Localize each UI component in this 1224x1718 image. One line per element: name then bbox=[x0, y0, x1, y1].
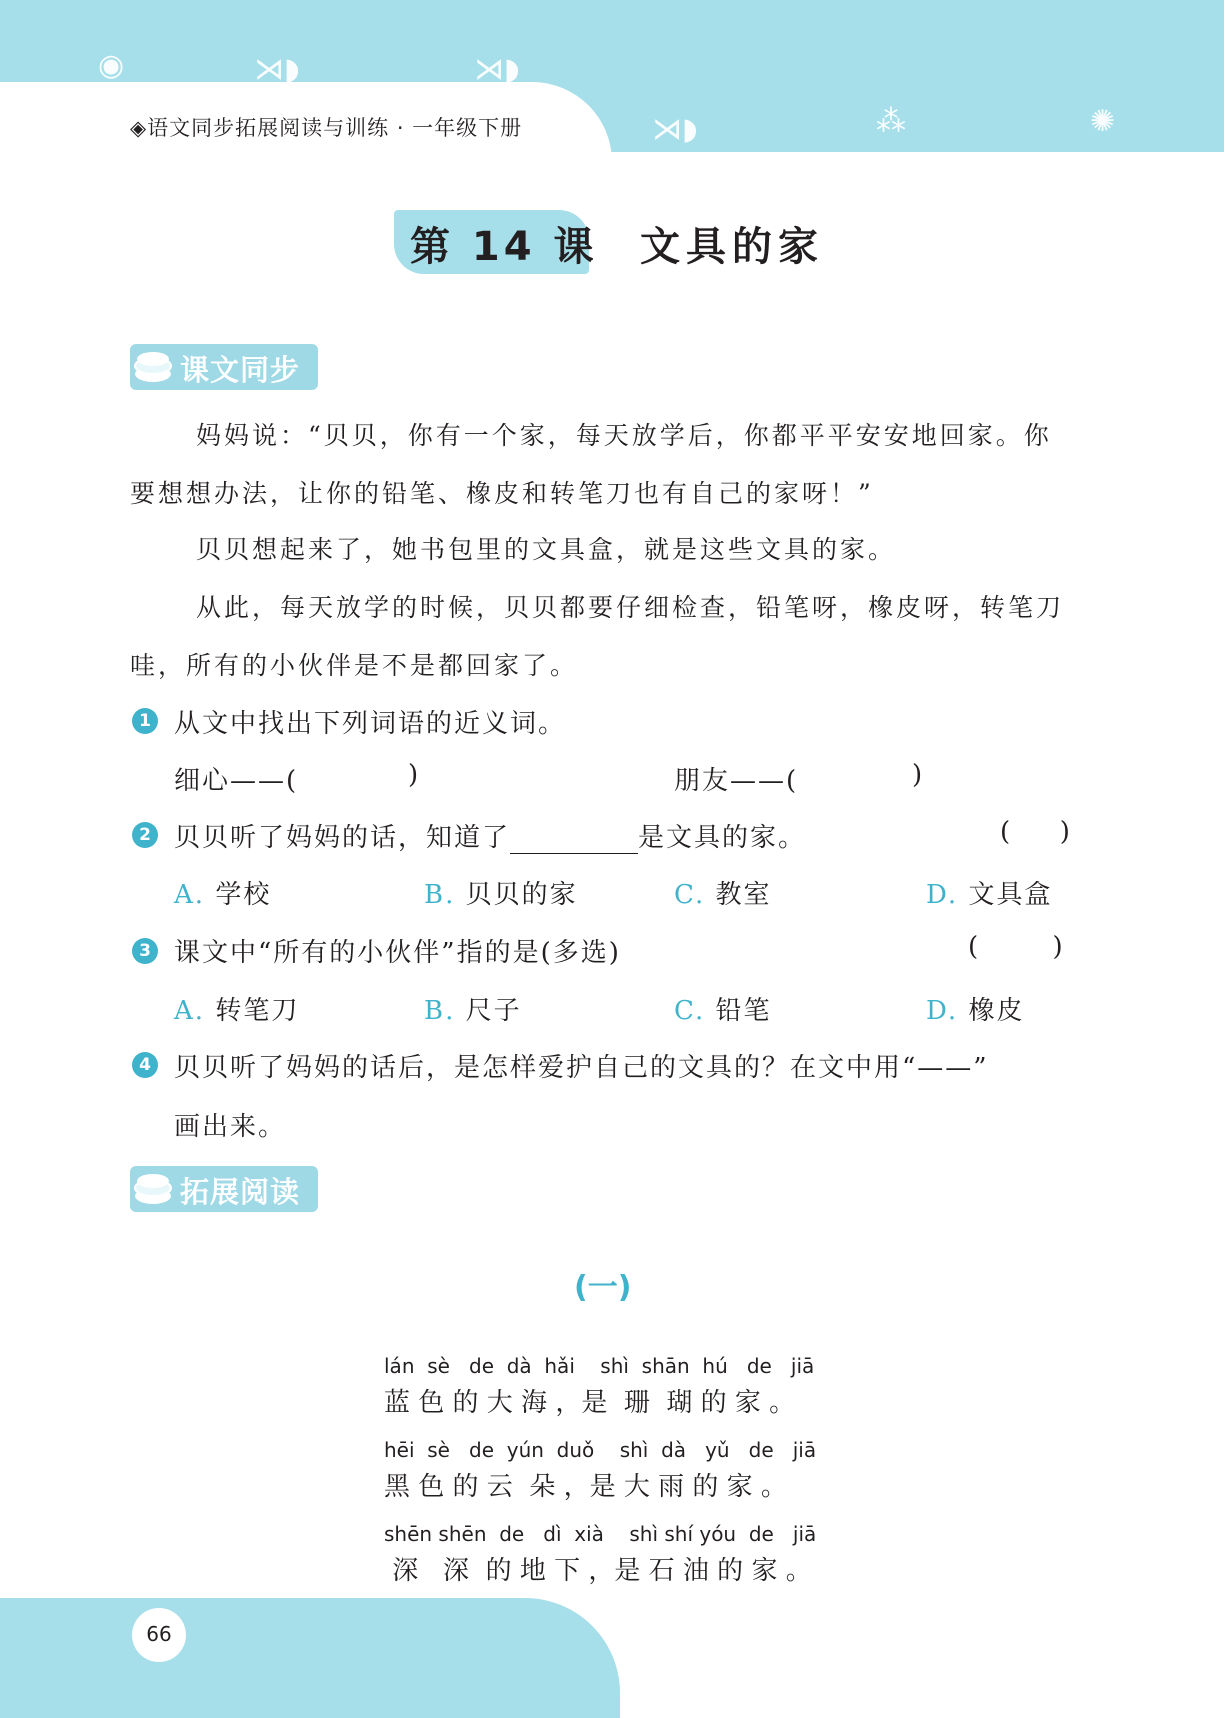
question-text-before: 贝贝听了妈妈的话，知道了 bbox=[174, 823, 511, 853]
synonym-prompt-right: 朋友——( bbox=[674, 766, 799, 796]
option bbox=[424, 874, 578, 911]
pinyin-line: hēi sè de yún duǒ shì dà yǔ de jiā bbox=[384, 1438, 817, 1462]
passage-line: 哇，所有的小伙伴是不是都回家了。 bbox=[130, 651, 579, 680]
page-number: 66 bbox=[146, 1622, 172, 1646]
passage-line: 妈妈说：“贝贝，你有一个家，每天放学后，你都平平安安地回家。你 bbox=[196, 421, 1052, 450]
pinyin-line: lán sè de dà hǎi shì shān hú de jiā bbox=[384, 1354, 815, 1378]
question-text: 课文中“所有的小伙伴”指的是(多选) bbox=[174, 938, 621, 968]
passage-line: 贝贝想起来了，她书包里的文具盒，就是这些文具的家。 bbox=[196, 535, 897, 564]
fish-icon: ⋊◗ bbox=[254, 52, 300, 87]
option-text: 转笔刀 bbox=[215, 996, 300, 1026]
answer-paren-close: ) bbox=[912, 760, 925, 790]
option-text: 贝贝的家 bbox=[465, 880, 578, 910]
synonym-prompt-left: 细心——( bbox=[174, 766, 299, 796]
question-text: 从文中找出下列词语的近义词。 bbox=[174, 709, 567, 739]
answer-paren[interactable]: ( ) bbox=[968, 932, 1063, 962]
question-number: 4 bbox=[132, 1052, 158, 1078]
option bbox=[674, 874, 772, 911]
book-stack-icon bbox=[132, 348, 174, 386]
answer-paren[interactable]: ( ) bbox=[1000, 817, 1070, 847]
option bbox=[926, 990, 1024, 1027]
option bbox=[674, 990, 772, 1027]
book-stack-icon bbox=[132, 1170, 174, 1208]
lesson-number: 第 14 课 bbox=[410, 224, 598, 270]
question-number: 1 bbox=[132, 708, 158, 734]
fish-icon: ⋊◗ bbox=[652, 112, 698, 147]
bottom-band bbox=[0, 1598, 620, 1718]
option-text: 学校 bbox=[215, 880, 272, 910]
lesson-title: 文具的家 bbox=[640, 224, 824, 270]
seaweed-icon: ⁂ bbox=[876, 104, 906, 139]
option-letter: B. bbox=[424, 880, 456, 910]
option-text: 文具盒 bbox=[968, 880, 1053, 910]
option-text: 橡皮 bbox=[968, 996, 1025, 1026]
option bbox=[174, 874, 271, 911]
option-text: 教室 bbox=[715, 880, 772, 910]
question-text bbox=[174, 817, 806, 854]
option-letter: D. bbox=[926, 880, 959, 910]
fill-blank[interactable] bbox=[510, 827, 638, 854]
option bbox=[424, 990, 522, 1027]
poem-line: 黑 色 的 云 朵 ，是 大 雨 的 家 。 bbox=[384, 1472, 787, 1502]
option bbox=[926, 874, 1052, 911]
option-text: 尺子 bbox=[465, 996, 522, 1026]
poem-line: 蓝 色 的 大 海 ，是 珊 瑚 的 家 。 bbox=[384, 1388, 796, 1418]
option bbox=[174, 990, 299, 1027]
option-letter: C. bbox=[674, 996, 706, 1026]
option-letter: A. bbox=[174, 996, 206, 1026]
poem-line: 深 深 的 地 下 ，是 石 油 的 家 。 bbox=[384, 1556, 812, 1586]
book-title: ◈语文同步拓展阅读与训练 · 一年级下册 bbox=[130, 116, 523, 140]
pinyin-line: shēn shēn de dì xià shì shí yóu de jiā bbox=[384, 1522, 817, 1546]
option-letter: A. bbox=[174, 880, 206, 910]
question-text: 画出来。 bbox=[174, 1112, 287, 1142]
passage-line: 从此，每天放学的时候，贝贝都要仔细检查，铅笔呀，橡皮呀，转笔刀 bbox=[196, 593, 1065, 622]
question-text: 贝贝听了妈妈的话后，是怎样爱护自己的文具的？在文中用“——” bbox=[174, 1053, 989, 1083]
reading-part-title: (一) bbox=[574, 1270, 632, 1305]
passage-line: 要想想办法，让你的铅笔、橡皮和转笔刀也有自己的家呀！” bbox=[130, 479, 874, 508]
option-letter: C. bbox=[674, 880, 706, 910]
option-text: 铅笔 bbox=[715, 996, 772, 1026]
section-label-sync: 课文同步 bbox=[180, 353, 301, 387]
question-number: 3 bbox=[132, 938, 158, 964]
question-number: 2 bbox=[132, 822, 158, 848]
fish-icon: ⋊◗ bbox=[474, 52, 520, 87]
section-label-extend: 拓展阅读 bbox=[180, 1175, 301, 1209]
crab-icon: ✺ bbox=[1090, 104, 1116, 139]
shell-icon: ◉ bbox=[98, 48, 125, 83]
question-text-after: 是文具的家。 bbox=[638, 823, 807, 853]
option-letter: D. bbox=[926, 996, 959, 1026]
option-letter: B. bbox=[424, 996, 456, 1026]
answer-paren-close: ) bbox=[408, 760, 421, 790]
